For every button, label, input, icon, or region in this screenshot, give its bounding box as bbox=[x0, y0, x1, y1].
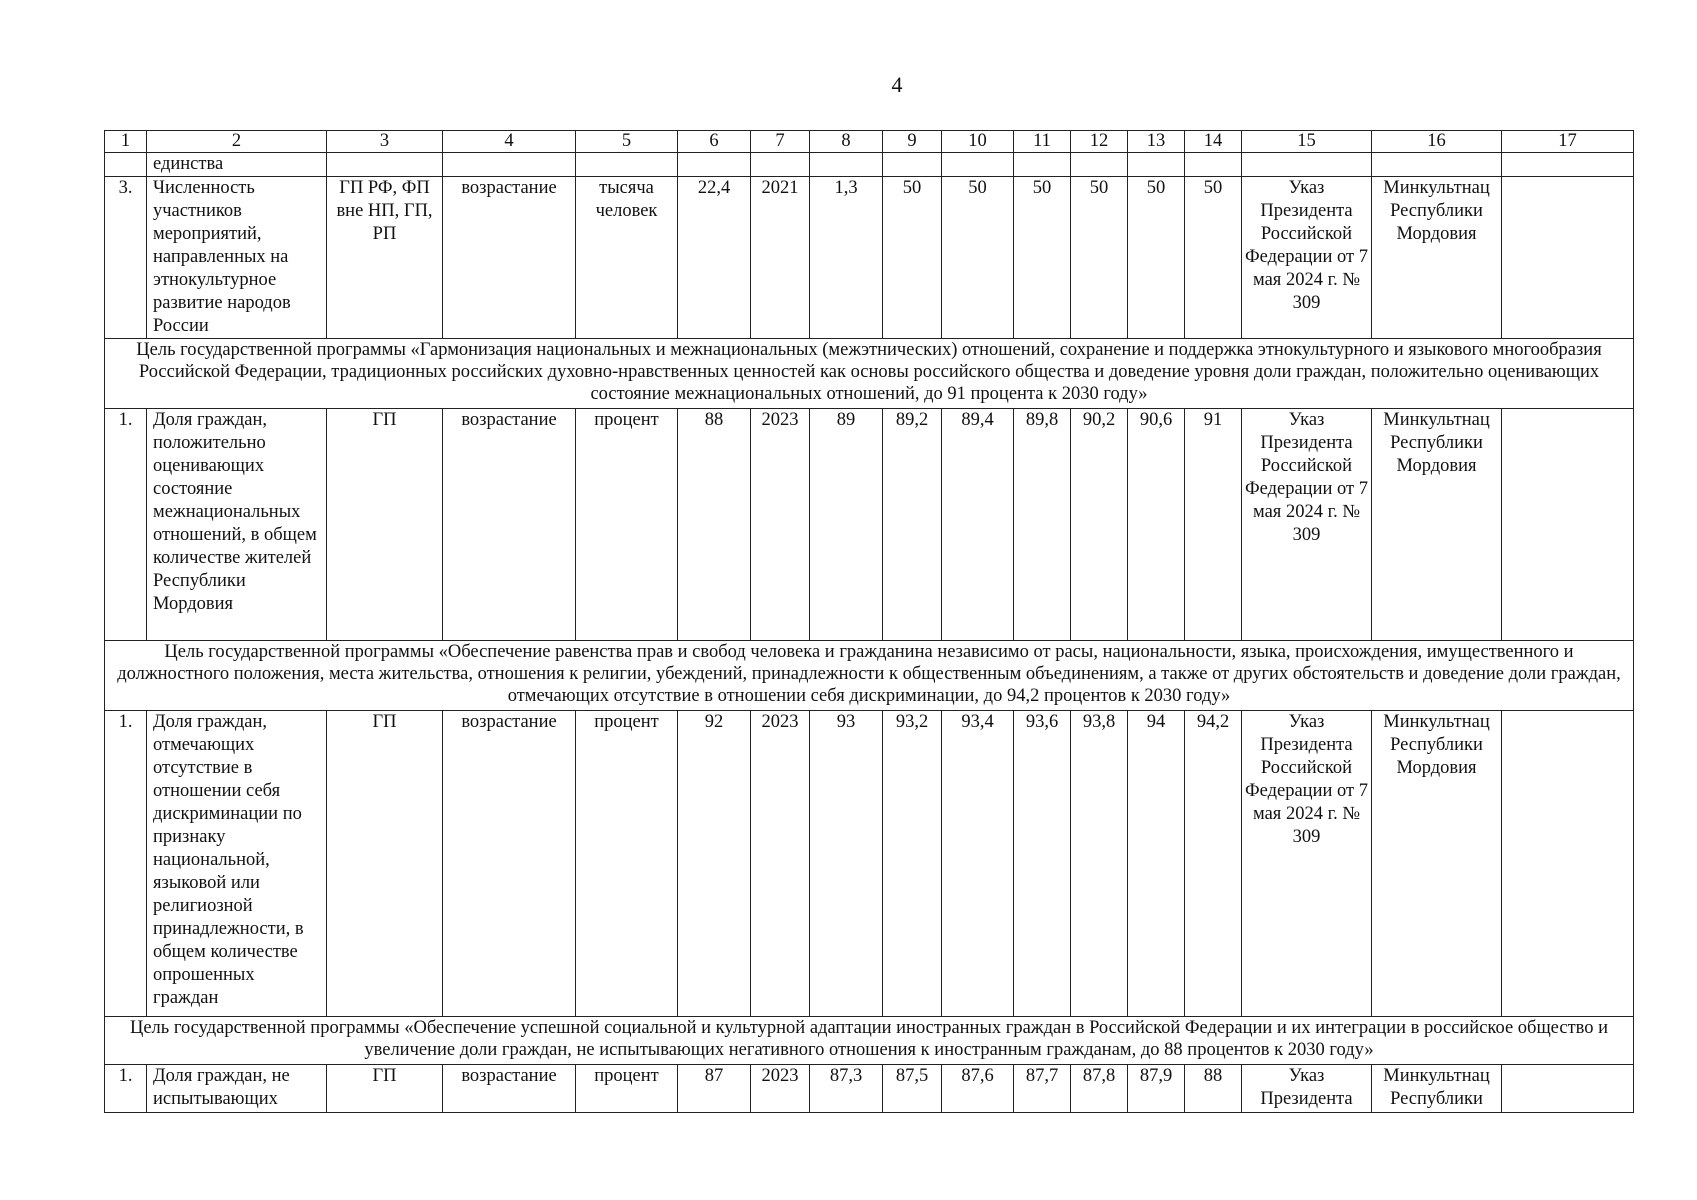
indicator-row bbox=[105, 1065, 1634, 1113]
extra-cell bbox=[1502, 711, 1634, 1017]
year-value: 90,6 bbox=[1128, 409, 1185, 641]
row-number: 1. bbox=[105, 1065, 147, 1113]
indicator-row bbox=[105, 711, 1634, 1017]
indicator-unit: тысяча человек bbox=[576, 177, 678, 339]
year-value: 50 bbox=[883, 177, 942, 339]
year-value: 50 bbox=[1071, 177, 1128, 339]
indicator-trend: возрастание bbox=[443, 409, 576, 641]
indicator-unit: процент bbox=[576, 409, 678, 641]
column-number: 1 bbox=[105, 131, 147, 153]
row-number: 1. bbox=[105, 409, 147, 641]
indicator-trend: возрастание bbox=[443, 177, 576, 339]
extra-cell bbox=[1502, 409, 1634, 641]
base-value: 22,4 bbox=[678, 177, 751, 339]
responsible-body: Минкультнац Республики bbox=[1372, 1065, 1502, 1113]
year-value: 50 bbox=[1185, 177, 1242, 339]
base-year: 2023 bbox=[751, 711, 810, 1017]
source-document: Указ Президента Российской Федерации от 7 мая 2024 г. № 309 bbox=[1242, 409, 1372, 641]
year-value: 94 bbox=[1128, 711, 1185, 1017]
indicator-name: Численность участников мероприятий, направленных на этнокультурное развитие народов России bbox=[147, 177, 327, 339]
base-year: 2023 bbox=[751, 1065, 810, 1113]
program-goal: Цель государственной программы «Обеспечение успешной социальной и культурной адаптации иностранных граждан в Российской Федерации и их интеграции в российское общество и увеличение доли граждан, не испытывающих негативного отношения к иностранным гражданам, до 88 процентов к 2030 году» bbox=[105, 1017, 1634, 1065]
source-document: Указ Президента Российской Федерации от 7 мая 2024 г. № 309 bbox=[1242, 177, 1372, 339]
indicator-row bbox=[105, 177, 1634, 339]
column-number: 4 bbox=[443, 131, 576, 153]
column-number: 3 bbox=[327, 131, 443, 153]
indicator-name: Доля граждан, отмечающих отсутствие в отношении себя дискриминации по признаку национальной, языковой или религиозной принадлежности, в общем количестве опрошенных граждан bbox=[147, 711, 327, 1017]
year-value: 93,6 bbox=[1014, 711, 1071, 1017]
column-number: 5 bbox=[576, 131, 678, 153]
indicator-row bbox=[105, 409, 1634, 641]
column-number: 11 bbox=[1014, 131, 1071, 153]
base-value: 88 bbox=[678, 409, 751, 641]
year-value: 89,8 bbox=[1014, 409, 1071, 641]
column-number: 15 bbox=[1242, 131, 1372, 153]
year-value: 50 bbox=[942, 177, 1014, 339]
indicator-level: ГП bbox=[327, 1065, 443, 1113]
base-year: 2023 bbox=[751, 409, 810, 641]
year-value: 87,6 bbox=[942, 1065, 1014, 1113]
indicator-unit: процент bbox=[576, 1065, 678, 1113]
base-year: 2021 bbox=[751, 177, 810, 339]
year-value: 87,8 bbox=[1071, 1065, 1128, 1113]
column-number: 14 bbox=[1185, 131, 1242, 153]
indicator-name: единства bbox=[147, 153, 327, 177]
year-value: 88 bbox=[1185, 1065, 1242, 1113]
row-number: 1. bbox=[105, 711, 147, 1017]
year-value: 87,7 bbox=[1014, 1065, 1071, 1113]
indicator-level: ГП bbox=[327, 711, 443, 1017]
row-number: 3. bbox=[105, 177, 147, 339]
year-value: 93,2 bbox=[883, 711, 942, 1017]
goal-row bbox=[105, 641, 1634, 711]
column-number: 13 bbox=[1128, 131, 1185, 153]
year-value: 89,2 bbox=[883, 409, 942, 641]
year-value: 1,3 bbox=[810, 177, 883, 339]
year-value: 87,3 bbox=[810, 1065, 883, 1113]
year-value: 87,9 bbox=[1128, 1065, 1185, 1113]
program-goal: Цель государственной программы «Гармонизация национальных и межнациональных (межэтнических) отношений, сохранение и поддержка этнокультурного и языкового многообразия Российской Федерации, традиционных российских духовно-нравственных ценностей как основы российского общества и доведение уровня доли граждан, положительно оценивающих состояние межнациональных отношений, до 91 процента к 2030 году» bbox=[105, 339, 1634, 409]
column-number: 8 bbox=[810, 131, 883, 153]
column-number-row bbox=[105, 131, 1634, 153]
goal-row bbox=[105, 339, 1634, 409]
column-number: 2 bbox=[147, 131, 327, 153]
indicators-table bbox=[104, 130, 1634, 1113]
indicator-level: ГП РФ, ФП вне НП, ГП, РП bbox=[327, 177, 443, 339]
year-value: 93,4 bbox=[942, 711, 1014, 1017]
source-document: Указ Президента bbox=[1242, 1065, 1372, 1113]
continuation-row bbox=[105, 153, 1634, 177]
indicator-name: Доля граждан, положительно оценивающих состояние межнациональных отношений, в общем количестве жителей Республики Мордовия bbox=[147, 409, 327, 641]
responsible-body: Минкультнац Республики Мордовия bbox=[1372, 409, 1502, 641]
year-value: 90,2 bbox=[1071, 409, 1128, 641]
source-document: Указ Президента Российской Федерации от 7 мая 2024 г. № 309 bbox=[1242, 711, 1372, 1017]
column-number: 9 bbox=[883, 131, 942, 153]
year-value: 89,4 bbox=[942, 409, 1014, 641]
column-number: 12 bbox=[1071, 131, 1128, 153]
year-value: 89 bbox=[810, 409, 883, 641]
year-value: 91 bbox=[1185, 409, 1242, 641]
base-value: 87 bbox=[678, 1065, 751, 1113]
year-value: 50 bbox=[1128, 177, 1185, 339]
indicator-trend: возрастание bbox=[443, 1065, 576, 1113]
base-value: 92 bbox=[678, 711, 751, 1017]
extra-cell bbox=[1502, 1065, 1634, 1113]
column-number: 10 bbox=[942, 131, 1014, 153]
column-number: 6 bbox=[678, 131, 751, 153]
year-value: 94,2 bbox=[1185, 711, 1242, 1017]
responsible-body: Минкультнац Республики Мордовия bbox=[1372, 177, 1502, 339]
year-value: 87,5 bbox=[883, 1065, 942, 1113]
indicator-level: ГП bbox=[327, 409, 443, 641]
goal-row bbox=[105, 1017, 1634, 1065]
column-number: 7 bbox=[751, 131, 810, 153]
indicator-name: Доля граждан, не испытывающих bbox=[147, 1065, 327, 1113]
indicator-trend: возрастание bbox=[443, 711, 576, 1017]
indicator-unit: процент bbox=[576, 711, 678, 1017]
column-number: 17 bbox=[1502, 131, 1634, 153]
year-value: 93,8 bbox=[1071, 711, 1128, 1017]
responsible-body: Минкультнац Республики Мордовия bbox=[1372, 711, 1502, 1017]
program-goal: Цель государственной программы «Обеспечение равенства прав и свобод человека и гражданина независимо от расы, национальности, языка, происхождения, имущественного и должностного положения, места жительства, отношения к религии, убеждений, принадлежности к общественным объединениям, а также от других обстоятельств и доведение доли граждан, отмечающих отсутствие в отношении себя дискриминации, до 94,2 процентов к 2030 году» bbox=[105, 641, 1634, 711]
year-value: 50 bbox=[1014, 177, 1071, 339]
page-number: 4 bbox=[891, 72, 903, 97]
column-number: 16 bbox=[1372, 131, 1502, 153]
year-value: 93 bbox=[810, 711, 883, 1017]
extra-cell bbox=[1502, 177, 1634, 339]
